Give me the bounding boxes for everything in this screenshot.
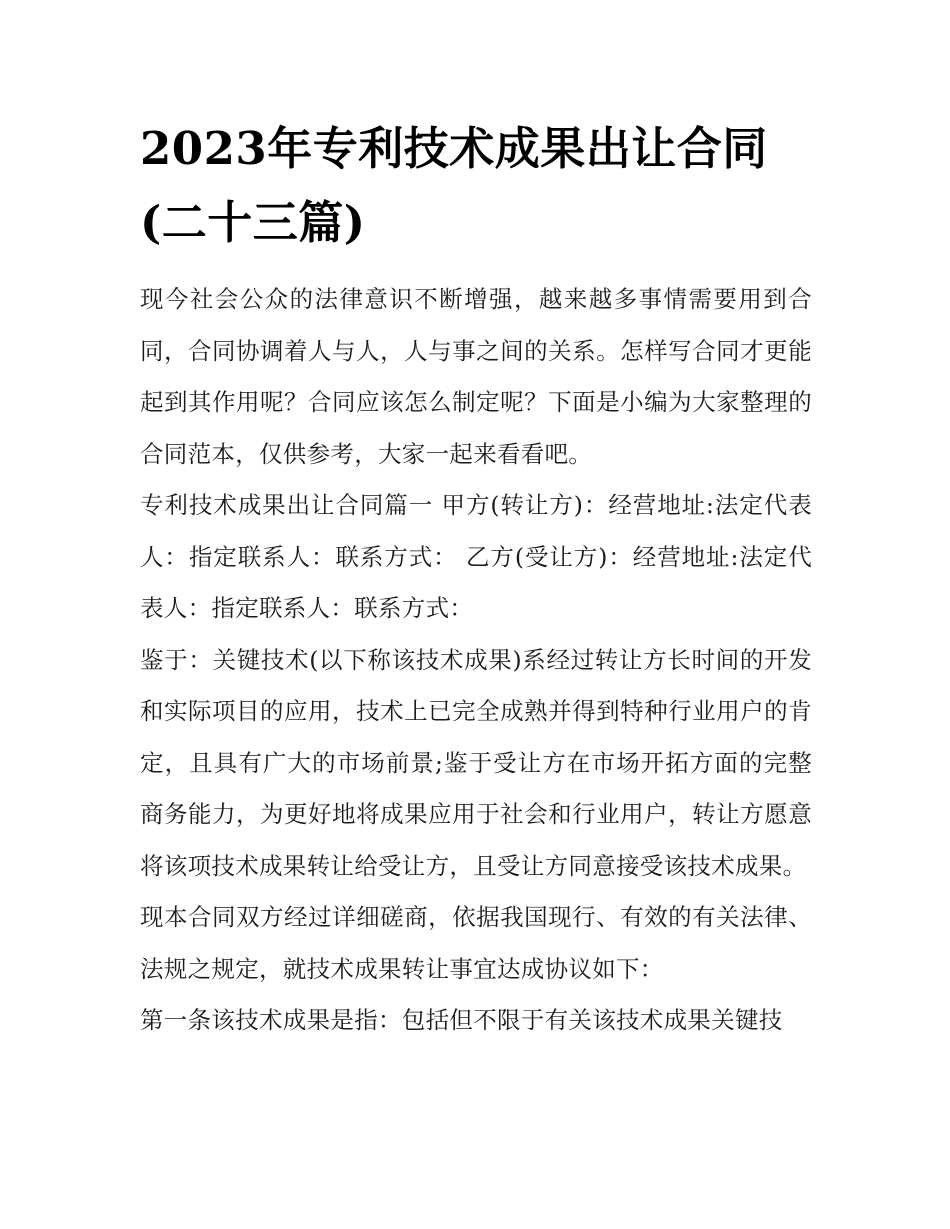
document-content <box>140 112 812 1047</box>
whereas-paragraph: 鉴于：关键技术(以下称该技术成果)系经过转让方长时间的开发和实际项目的应用，技术上已完全成熟并得到特种行业用户的肯定，且具有广大的市场前景;鉴于受让方在市场开拓方面的完整商务能力，为更好地将成果应用于社会和行业用户，转让方愿意将该项技术成果转让给受让方，且受让方同意接受该技术成果。 <box>140 645 812 880</box>
article-one-paragraph: 第一条该技术成果是指：包括但不限于有关该技术成果关键技 <box>140 1006 783 1034</box>
title-line-2: (二十三篇) <box>140 196 366 249</box>
agreement-paragraph: 现本合同双方经过详细磋商，依据我国现行、有效的有关法律、法规之规定，就技术成果转让事宜达成协议如下： <box>140 903 812 983</box>
parties-paragraph: 专利技术成果出让合同篇一 甲方(转让方)：经营地址:法定代表人：指定联系人：联系方式： 乙方(受让方)：经营地址:法定代表人：指定联系人：联系方式： <box>140 491 812 622</box>
title-line-1: 2023年专利技术成果出让合同 <box>140 122 768 175</box>
document-title <box>140 112 812 260</box>
intro-paragraph: 现今社会公众的法律意识不断增强，越来越多事情需要用到合同，合同协调着人与人，人与事之间的关系。怎样写合同才更能起到其作用呢？合同应该怎么制定呢？下面是小编为大家整理的合同范本，仅供参考，大家一起来看看吧。 <box>140 285 812 468</box>
document-body <box>140 274 812 1047</box>
